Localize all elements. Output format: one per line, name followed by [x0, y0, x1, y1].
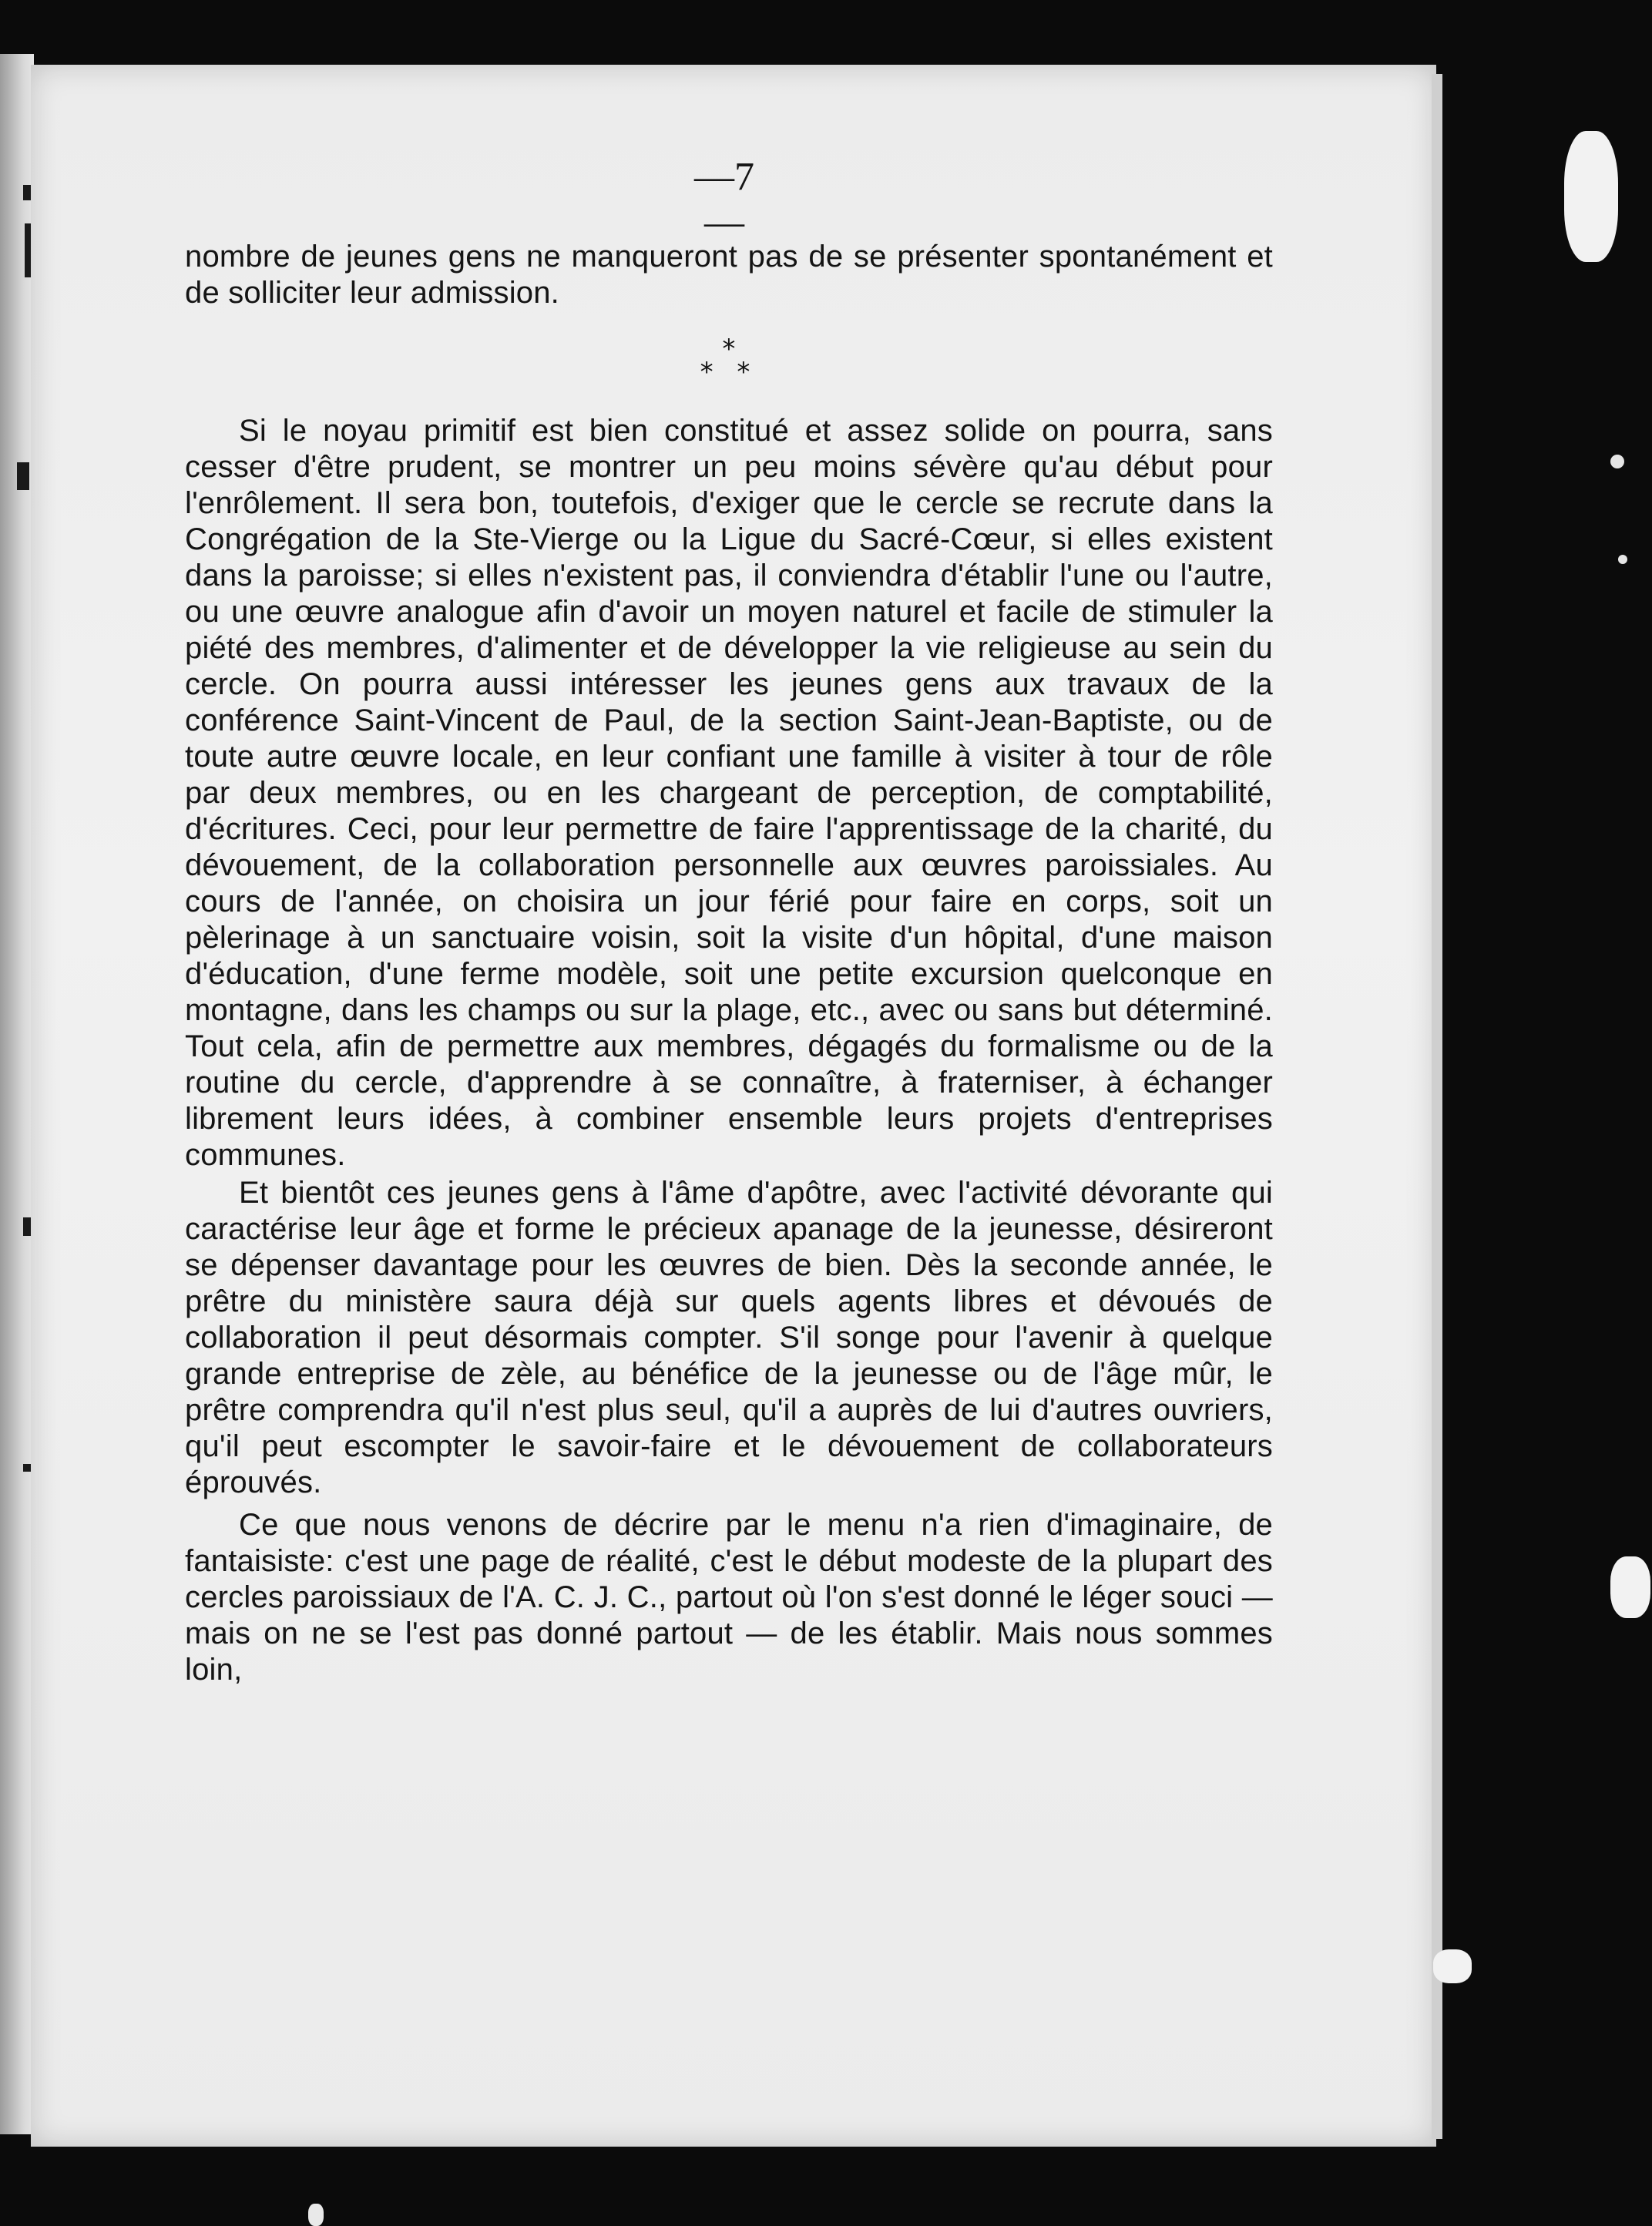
paragraph: Et bientôt ces jeunes gens à l'âme d'apôtre, avec l'activité dévorante qui caractérise leur âge et forme le précieux apanage de la jeunesse, désireront se dépenser davantage pour les œuvres de bien. Dès la seconde année, le prêtre du ministère saura déjà sur quels agents libres et dévoués de collaboration il peut désormais compter. S'il songe pour l'avenir à quelque grande entreprise de zèle, au bénéfice de la jeunesse ou de l'âge mûr, le prêtre comprendra qu'il n'est plus seul, qu'il a auprès de lui d'autres ouvriers, qu'il peut escompter le savoir-faire et le dévouement de collaborateurs éprouvés.: [185, 1176, 1273, 1499]
asterism-top: *: [722, 334, 736, 364]
paragraph-continuation: nombre de jeunes gens ne manqueront pas de se présenter spontanément et de solliciter leur admission.: [185, 240, 1273, 310]
scan-speck: [1433, 1949, 1472, 1983]
body-text: [185, 239, 1273, 1688]
asterism-separator: [185, 334, 1273, 388]
page-number: —7—: [694, 155, 754, 244]
binding-mark: [17, 462, 29, 490]
scan-speck: [1618, 555, 1627, 564]
scan-speck: [308, 2204, 324, 2226]
scan-speck: [1610, 455, 1624, 468]
scan-speck: [1564, 131, 1618, 262]
paragraph: Si le noyau primitif est bien constitué et assez solide on pourra, sans cesser d'être prudent, se montrer un peu moins sévère qu'au début pour l'enrôlement. Il sera bon, toutefois, d'exiger que le cercle se recrute dans la Congrégation de la Ste-Vierge ou la Ligue du Sacré-Cœur, si elles existent dans la paroisse; si elles n'existent pas, il conviendra d'établir l'une ou l'autre, ou une œuvre analogue afin d'avoir un moyen naturel et facile de stimuler la piété des membres, d'alimenter et de développer la vie religieuse au sein du cercle. On pourra aussi intéresser les jeunes gens aux travaux de la conférence Saint-Vincent de Paul, de la section Saint-Jean-Baptiste, ou de toute autre œuvre locale, en leur confiant une famille à visiter à tour de rôle par deux membres, ou en les chargeant de perception, de comptabilité, d'écritures. Ceci, pour leur permettre de faire l'apprentissage de la charité, du dévouement, de la collaboration personnelle aux œuvres paroissiales. Au cours de l'année, on choisira un jour férié pour faire en corps, soit un pèlerinage à un sanctuaire voisin, soit la visite d'un hôpital, d'une maison d'éducation, d'une ferme modèle, soit une petite excursion quelconque en montagne, dans les champs ou sur la plage, etc., avec ou sans but déterminé. Tout cela, afin de permettre aux membres, dégagés du formalisme ou de la routine du cercle, d'apprendre à se connaître, à fraterniser, à échanger librement leurs idées, à combiner ensemble leurs projets d'entreprises communes.: [185, 414, 1273, 1172]
scan-speck: [1610, 1556, 1650, 1618]
asterism-bottom: * *: [700, 357, 758, 388]
paragraph: Ce que nous venons de décrire par le menu n'a rien d'imaginaire, de fantaisiste: c'est une page de réalité, c'est le début modeste de la plupart des cercles paroissiaux de l'A. C. J. C., partout où l'on s'est donné le léger souci — mais on ne se l'est pas donné partout — de les établir. Mais nous sommes loin,: [185, 1508, 1273, 1687]
page-edge: [1432, 74, 1442, 2139]
previous-page-sliver: [0, 54, 34, 2134]
binding-mark: [25, 223, 31, 277]
binding-mark: [23, 185, 31, 200]
